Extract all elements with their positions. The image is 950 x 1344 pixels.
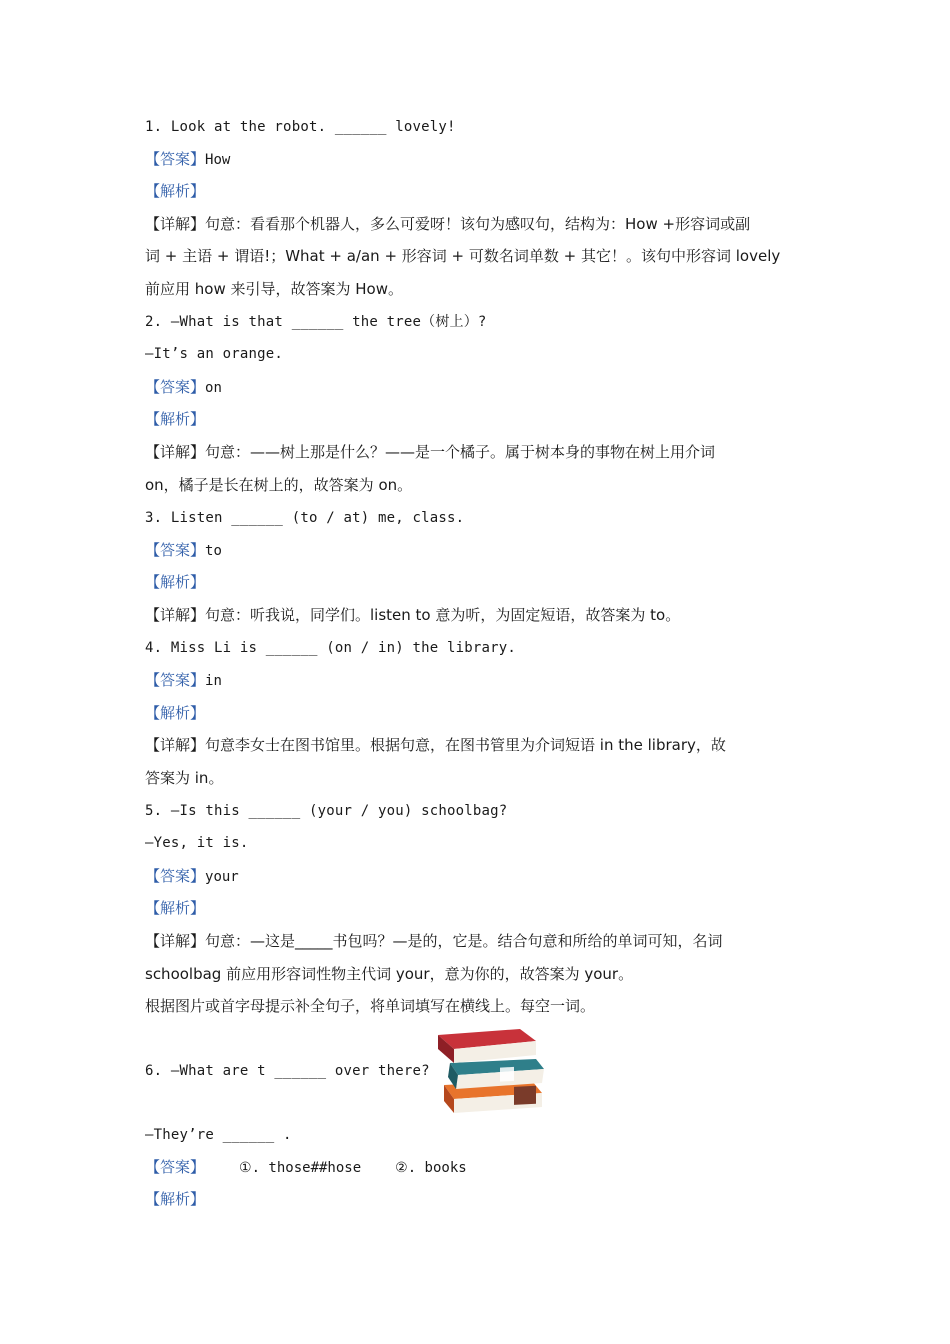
answer-label: 【答案】 bbox=[145, 867, 206, 885]
q5-detail-l2: schoolbag 前应用形容词性物主代词 your，意为你的，故答案为 your。 bbox=[145, 965, 634, 983]
q5-answer-row bbox=[145, 866, 239, 887]
q1-detail-l1: 句意：看看那个机器人，多么可爱呀！该句为感叹句，结构为：How +形容词或副 bbox=[205, 215, 751, 233]
q1-analysis-row bbox=[145, 181, 205, 201]
q6-question: 6. —What are t ______ over there? bbox=[145, 1063, 430, 1079]
q6-answer-1: ①. those##hose bbox=[239, 1160, 362, 1176]
q3-detail-l1: 句意：听我说，同学们。listen to 意为听，为固定短语，故答案为 to。 bbox=[205, 606, 681, 624]
q6-answer-row bbox=[145, 1157, 467, 1178]
section-instruction: 根据图片或首字母提示补全句子，将单词填写在横线上。每空一词。 bbox=[145, 997, 596, 1015]
analysis-label: 【解析】 bbox=[145, 704, 206, 722]
answer-label: 【答案】 bbox=[145, 150, 206, 168]
q4-detail-row bbox=[145, 735, 726, 755]
detail-label: 【详解】 bbox=[145, 606, 206, 624]
answer-label: 【答案】 bbox=[145, 378, 206, 396]
q5-reply: —Yes, it is. bbox=[145, 835, 249, 851]
q6-reply: —They’re ______ . bbox=[145, 1127, 292, 1143]
q5-answer: your bbox=[205, 869, 239, 885]
q4-answer-row bbox=[145, 670, 222, 691]
q5-detail-l1: 句意：—这是_____书包吗？—是的，它是。结合句意和所给的单词可知，名词 bbox=[205, 932, 723, 950]
detail-label: 【详解】 bbox=[145, 443, 206, 461]
detail-label: 【详解】 bbox=[145, 736, 206, 754]
q1-detail-l2: 词 + 主语 + 谓语!；What + a/an + 形容词 + 可数名词单数 + 其它！。该句中形容词 lovely bbox=[145, 247, 781, 265]
answer-label: 【答案】 bbox=[145, 671, 206, 689]
q6-analysis-row bbox=[145, 1189, 205, 1209]
analysis-label: 【解析】 bbox=[145, 1190, 206, 1208]
q4-detail-l2: 答案为 in。 bbox=[145, 769, 224, 787]
q2-reply: —It’s an orange. bbox=[145, 346, 284, 362]
q1-answer: How bbox=[205, 152, 231, 168]
q5-analysis-row bbox=[145, 898, 205, 918]
q5-detail-row bbox=[145, 931, 723, 951]
q3-question: 3. Listen ______ (to / at) me, class. bbox=[145, 510, 465, 526]
q3-answer: to bbox=[205, 543, 222, 559]
q4-analysis-row bbox=[145, 703, 205, 723]
q3-answer-row bbox=[145, 540, 222, 561]
books-stack-icon bbox=[436, 1027, 548, 1115]
analysis-label: 【解析】 bbox=[145, 899, 206, 917]
analysis-label: 【解析】 bbox=[145, 182, 206, 200]
analysis-label: 【解析】 bbox=[145, 573, 206, 591]
q4-answer: in bbox=[205, 673, 222, 689]
q1-answer-row bbox=[145, 149, 230, 170]
q1-detail-l3: 前应用 how 来引导，故答案为 How。 bbox=[145, 280, 403, 298]
q6-answer-2: ②. books bbox=[395, 1160, 467, 1176]
q2-question: 2. —What is that ______ the tree（树上）? bbox=[145, 314, 487, 330]
book-top bbox=[438, 1029, 536, 1063]
analysis-label: 【解析】 bbox=[145, 410, 206, 428]
q5-question: 5. —Is this ______ (your / you) schoolbag? bbox=[145, 803, 508, 819]
answer-label: 【答案】 bbox=[145, 541, 206, 559]
q4-question: 4. Miss Li is ______ (on / in) the library. bbox=[145, 640, 517, 656]
q4-detail-l1: 句意李女士在图书馆里。根据句意，在图书管里为介词短语 in the library，故 bbox=[205, 736, 726, 754]
q2-detail-row bbox=[145, 442, 715, 462]
q2-answer: on bbox=[205, 380, 222, 396]
q2-answer-row bbox=[145, 377, 222, 398]
q2-analysis-row bbox=[145, 409, 205, 429]
q1-question: 1. Look at the robot. ______ lovely! bbox=[145, 119, 456, 135]
answer-label: 【答案】 bbox=[145, 1158, 206, 1176]
q1-detail-row bbox=[145, 214, 750, 234]
q2-detail-l2: on，橘子是长在树上的，故答案为 on。 bbox=[145, 476, 413, 494]
q2-detail-l1: 句意：——树上那是什么？——是一个橘子。属于树本身的事物在树上用介词 bbox=[205, 443, 716, 461]
detail-label: 【详解】 bbox=[145, 215, 206, 233]
q3-analysis-row bbox=[145, 572, 205, 592]
detail-label: 【详解】 bbox=[145, 932, 206, 950]
q3-detail-row bbox=[145, 605, 680, 625]
